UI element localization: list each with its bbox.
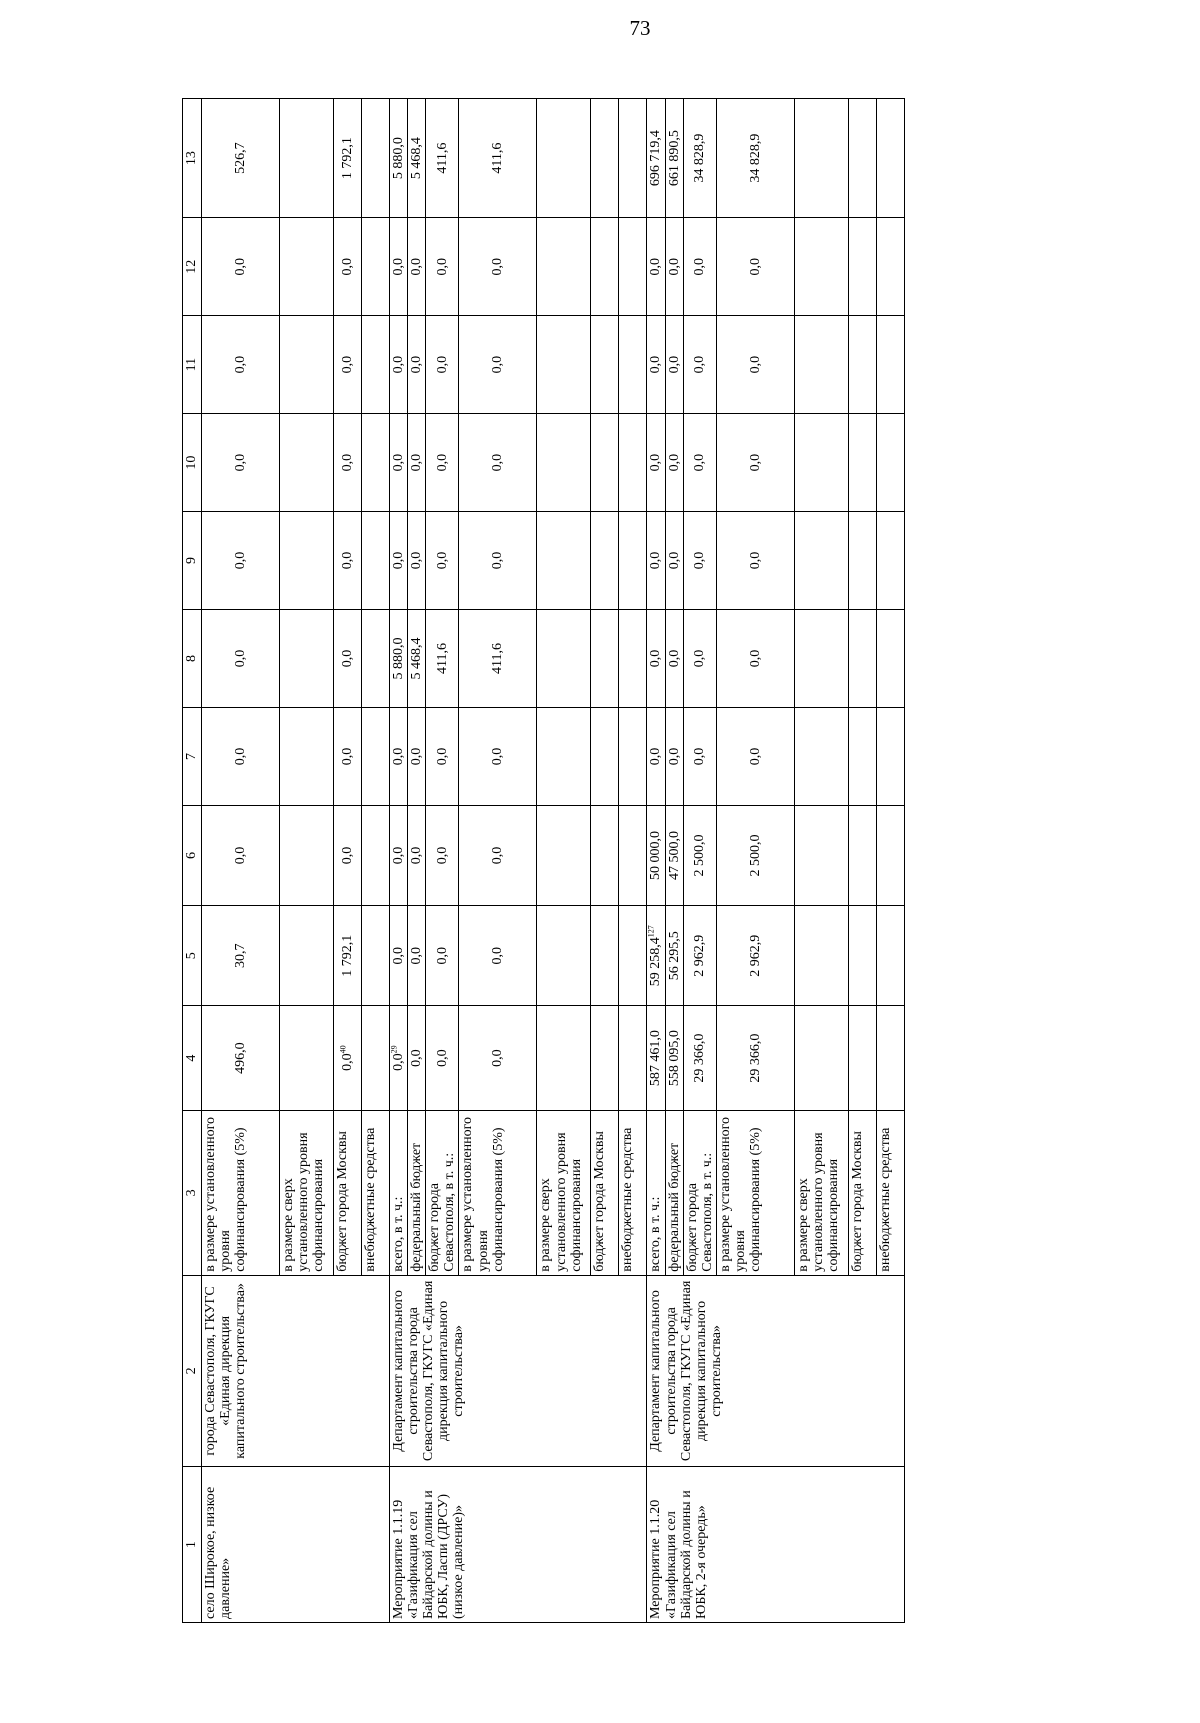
source-label: в размере установленного уровня софинансирования (5%)	[202, 1110, 280, 1275]
executor: Департамент капитального строительства города Севастополя, ГКУГС «Единая дирекция капитального строительства»	[390, 1275, 647, 1466]
cell-col7: 0,0	[334, 707, 362, 805]
cell-col9: 0,0	[459, 512, 537, 610]
cell-col11: 0,0	[334, 316, 362, 414]
cell-col5: 1 792,1	[334, 906, 362, 1006]
cell-col8: 5 880,0	[390, 610, 408, 708]
cell-col13: 411,6	[459, 99, 537, 218]
cell-col13: 1 792,1	[334, 99, 362, 218]
cell-col6: 0,0	[334, 805, 362, 905]
source-label: в размере установленного уровня софинансирования (5%)	[716, 1110, 794, 1275]
cell-col13: 411,6	[426, 99, 459, 218]
source-label: в размере установленного уровня софинансирования (5%)	[459, 1110, 537, 1275]
source-label: бюджет города Севастополя, в т. ч.:	[426, 1110, 459, 1275]
col-header: 4	[183, 1006, 202, 1111]
cell-col9: 0,0	[647, 512, 665, 610]
col-header: 5	[183, 906, 202, 1006]
rotated-table-sheet	[182, 98, 1137, 1623]
cell-col6: 0,0	[408, 805, 426, 905]
footnote-mark: 29	[389, 1045, 399, 1054]
cell-col11: 0,0	[408, 316, 426, 414]
cell-col7: 0,0	[390, 707, 408, 805]
cell-col6: 0,0	[202, 805, 280, 905]
cell-col8: 0,0	[334, 610, 362, 708]
cell-col5: 30,7	[202, 906, 280, 1006]
measure-name: село Широкое, низкое давление»	[202, 1467, 390, 1623]
cell-col10: 0,0	[683, 414, 716, 512]
measure-name: Мероприятие 1.1.20 «Газификация сел Байдарской долины и ЮБК, 2-я очередь»	[647, 1467, 904, 1623]
col-header: 9	[183, 512, 202, 610]
cell-col12: 0,0	[390, 218, 408, 316]
source-label: внебюджетные средства	[619, 1110, 647, 1275]
source-label: в размере сверх установленного уровня софинансирования	[794, 1110, 848, 1275]
source-label: в размере сверх установленного уровня софинансирования	[537, 1110, 591, 1275]
cell-col8: 411,6	[459, 610, 537, 708]
cell-col13: 34 828,9	[683, 99, 716, 218]
cell-col10: 0,0	[426, 414, 459, 512]
cell-col4: 587 461,0	[647, 1006, 665, 1111]
cell-col4: 0,0	[459, 1006, 537, 1111]
cell-col10: 0,0	[408, 414, 426, 512]
cell-col13: 34 828,9	[716, 99, 794, 218]
cell-col9: 0,0	[683, 512, 716, 610]
table-row	[647, 99, 665, 1623]
cell-col8: 0,0	[647, 610, 665, 708]
col-header: 6	[183, 805, 202, 905]
cell-col8: 0,0	[683, 610, 716, 708]
cell-col12: 0,0	[426, 218, 459, 316]
cell-col7: 0,0	[408, 707, 426, 805]
source-label: бюджет города Севастополя, в т. ч.:	[683, 1110, 716, 1275]
executor: города Севастополя, ГКУГС «Единая дирекция капитального строительства»	[202, 1275, 390, 1466]
source-label: бюджет города Москвы	[334, 1110, 362, 1275]
footnote-mark: 127	[646, 925, 656, 938]
cell-col8: 5 468,4	[408, 610, 426, 708]
cell-col6: 0,0	[426, 805, 459, 905]
cell-col4: $0,0^{40}$	[334, 1006, 362, 1111]
col-header: 11	[183, 316, 202, 414]
cell-col7: 0,0	[665, 707, 683, 805]
cell-col5: 0,0	[390, 906, 408, 1006]
executor: Департамент капитального строительства города Севастополя, ГКУГС «Единая дирекция капитального строительства»	[647, 1275, 904, 1466]
cell-col4: 29 366,0	[716, 1006, 794, 1111]
cell-col4: 0,0	[408, 1006, 426, 1111]
cell-col4: 29 366,0	[683, 1006, 716, 1111]
col-header: 2	[183, 1275, 202, 1466]
col-header: 13	[183, 99, 202, 218]
cell-col9: 0,0	[426, 512, 459, 610]
cell-col6: 0,0	[390, 805, 408, 905]
cell-col11: 0,0	[426, 316, 459, 414]
table-row	[202, 99, 280, 1623]
cell-col5: 59 258,4$^{127}$	[647, 906, 665, 1006]
cell-col9: 0,0	[716, 512, 794, 610]
source-label: в размере сверх установленного уровня софинансирования	[280, 1110, 334, 1275]
cell-col11: 0,0	[665, 316, 683, 414]
cell-col10: 0,0	[390, 414, 408, 512]
cell-col11: 0,0	[683, 316, 716, 414]
cell-col8: 0,0	[716, 610, 794, 708]
cell-col7: 0,0	[459, 707, 537, 805]
cell-col10: 0,0	[665, 414, 683, 512]
cell-col5: 0,0	[426, 906, 459, 1006]
cell-col13: 696 719,4	[647, 99, 665, 218]
source-label: внебюджетные средства	[362, 1110, 390, 1275]
cell-col10: 0,0	[647, 414, 665, 512]
cell-col6: 2 500,0	[683, 805, 716, 905]
cell-col8: 0,0	[665, 610, 683, 708]
cell-col9: 0,0	[390, 512, 408, 610]
source-label: федеральный бюджет	[408, 1110, 426, 1275]
cell-col8: 411,6	[426, 610, 459, 708]
cell-col13: 661 890,5	[665, 99, 683, 218]
col-header: 8	[183, 610, 202, 708]
cell-col4: 558 095,0	[665, 1006, 683, 1111]
cell-col12: 0,0	[683, 218, 716, 316]
col-header: 12	[183, 218, 202, 316]
cell-col11: 0,0	[390, 316, 408, 414]
measure-name: Мероприятие 1.1.19 «Газификация сел Байдарской долины и ЮБК, Ласпи (ДРСУ) (низкое давление)»	[390, 1467, 647, 1623]
cell-col12: 0,0	[665, 218, 683, 316]
cell-col4: 0,0	[426, 1006, 459, 1111]
cell-col10: 0,0	[716, 414, 794, 512]
cell-col6: 0,0	[459, 805, 537, 905]
cell-col4: 496,0	[202, 1006, 280, 1111]
col-header: 7	[183, 707, 202, 805]
cell-col5: 0,0	[408, 906, 426, 1006]
cell-col12: 0,0	[459, 218, 537, 316]
cell-col12: 0,0	[647, 218, 665, 316]
cell-col5: 2 962,9	[716, 906, 794, 1006]
cell-col9: 0,0	[665, 512, 683, 610]
column-number-row	[183, 99, 202, 1623]
cell-col7: 0,0	[426, 707, 459, 805]
cell-col13: 5 468,4	[408, 99, 426, 218]
source-label: внебюджетные средства	[876, 1110, 904, 1275]
cell-col12: 0,0	[716, 218, 794, 316]
cell-col7: 0,0	[716, 707, 794, 805]
cell-col7: 0,0	[683, 707, 716, 805]
col-header: 1	[183, 1467, 202, 1623]
cell-col10: 0,0	[202, 414, 280, 512]
col-header: 10	[183, 414, 202, 512]
cell-col11: 0,0	[459, 316, 537, 414]
cell-col6: 47 500,0	[665, 805, 683, 905]
cell-col6: 50 000,0	[647, 805, 665, 905]
cell-col4: $0,0^{29}$	[390, 1006, 408, 1111]
cell-col11: 0,0	[716, 316, 794, 414]
cell-col12: 0,0	[334, 218, 362, 316]
cell-col5: 2 962,9	[683, 906, 716, 1006]
cell-col6: 2 500,0	[716, 805, 794, 905]
footnote-mark: 40	[338, 1045, 348, 1054]
cell-col10: 0,0	[334, 414, 362, 512]
cell-col13: 5 880,0	[390, 99, 408, 218]
cell-col9: 0,0	[334, 512, 362, 610]
source-label: бюджет города Москвы	[591, 1110, 619, 1275]
source-label: бюджет города Москвы	[848, 1110, 876, 1275]
cell-col12: 0,0	[202, 218, 280, 316]
cell-col9: 0,0	[202, 512, 280, 610]
source-label: всего, в т. ч.:	[647, 1110, 665, 1275]
cell-col8: 0,0	[202, 610, 280, 708]
cell-col11: 0,0	[202, 316, 280, 414]
source-label: всего, в т. ч.:	[390, 1110, 408, 1275]
cell-col12: 0,0	[408, 218, 426, 316]
source-label: федеральный бюджет	[665, 1110, 683, 1275]
cell-col7: 0,0	[647, 707, 665, 805]
cell-col11: 0,0	[647, 316, 665, 414]
cell-col5: 0,0	[459, 906, 537, 1006]
cell-col9: 0,0	[408, 512, 426, 610]
cell-col13: 526,7	[202, 99, 280, 218]
cell-col10: 0,0	[459, 414, 537, 512]
page-number: 73	[629, 16, 651, 40]
financing-table	[182, 98, 905, 1623]
cell-col5: 56 295,5	[665, 906, 683, 1006]
table-row	[390, 99, 408, 1623]
col-header: 3	[183, 1110, 202, 1275]
cell-col7: 0,0	[202, 707, 280, 805]
